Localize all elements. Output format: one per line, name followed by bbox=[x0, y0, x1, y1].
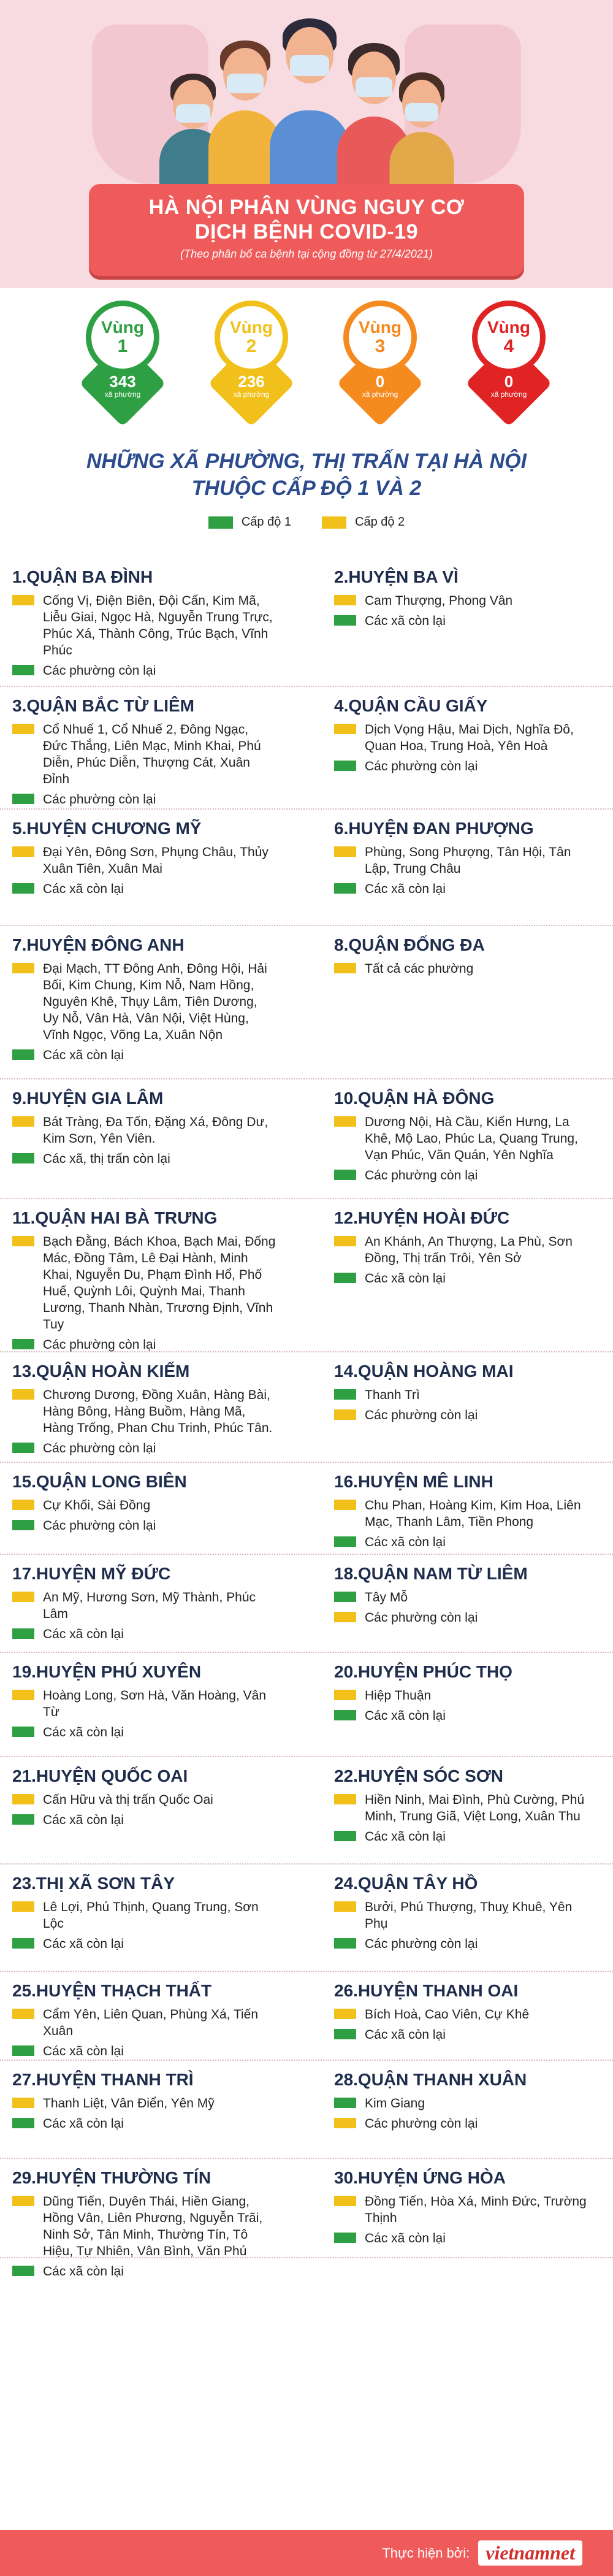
zone-badges bbox=[55, 301, 558, 429]
main-title: HÀ NỘI PHÂN VÙNG NGUY CƠ DỊCH BỆNH COVID-19 bbox=[148, 196, 465, 243]
ward-list: Cự Khối, Sài Đồng bbox=[43, 1498, 151, 1512]
level-swatch bbox=[12, 846, 34, 857]
district-name: 6.HUYỆN ĐAN PHƯỢNG bbox=[334, 819, 534, 838]
district-row bbox=[0, 810, 613, 926]
district-name: 3.QUẬN BẮC TỪ LIÊM bbox=[12, 696, 195, 715]
ward-line bbox=[334, 844, 598, 877]
district-card bbox=[12, 1757, 276, 1832]
district-name: 21.HUYỆN QUỐC OAI bbox=[12, 1766, 188, 1785]
level-swatch bbox=[12, 883, 34, 894]
district-row bbox=[0, 1079, 613, 1199]
level-swatch bbox=[12, 1339, 34, 1349]
ward-line bbox=[334, 881, 598, 897]
district-name: 13.QUẬN HOÀN KIẾM bbox=[12, 1362, 190, 1381]
zone-label: Vùng bbox=[359, 318, 402, 337]
ward-line bbox=[334, 1270, 598, 1287]
ward-list: Các phường còn lại bbox=[43, 1338, 156, 1352]
ward-list: Bưởi, Phú Thượng, Thuỵ Khuê, Yên Phụ bbox=[365, 1900, 573, 1931]
ward-list: Kim Giang bbox=[365, 2096, 425, 2110]
zone-ring bbox=[343, 301, 417, 374]
ward-line bbox=[334, 2193, 598, 2226]
level-swatch bbox=[12, 2009, 34, 2019]
level-swatch bbox=[334, 2233, 356, 2243]
zone-label: Vùng bbox=[101, 318, 144, 337]
ward-line bbox=[12, 1114, 276, 1147]
ward-list: Đại Mạch, TT Đông Anh, Đông Hội, Hải Bối, Kim Chung, Kim Nỗ, Nam Hồng, Nguyên Khê, Thụy Lâm, Tiên Dương, Uy Nỗ, Vân Hà, Vân Nội, Việt Hùng, Vĩnh Ngọc, Võng La, Xuân Nộn bbox=[43, 962, 267, 1042]
level-swatch bbox=[334, 1389, 356, 1400]
ward-line bbox=[12, 1047, 276, 1064]
level-swatch bbox=[334, 883, 356, 894]
ward-list: Các xã còn lại bbox=[43, 1725, 124, 1739]
district-name: 7.HUYỆN ĐÔNG ANH bbox=[12, 935, 185, 954]
ward-line bbox=[12, 2043, 276, 2060]
ward-line bbox=[12, 1626, 276, 1643]
district-row bbox=[0, 1352, 613, 1463]
zone-badge-4 bbox=[466, 301, 552, 423]
level-swatch bbox=[334, 963, 356, 973]
district-name: 1.QUẬN BA ĐÌNH bbox=[12, 567, 153, 586]
level-swatch bbox=[12, 2118, 34, 2128]
ward-list: Thanh Trì bbox=[365, 1388, 420, 1402]
ward-list: Chương Dương, Đồng Xuân, Hàng Bài, Hàng Bông, Hàng Buồm, Hàng Mã, Hàng Trống, Phan Chu Trinh, Phúc Tân. bbox=[43, 1388, 273, 1435]
ward-line bbox=[334, 1387, 598, 1403]
ward-list: Cẩm Yên, Liên Quan, Phùng Xá, Tiến Xuân bbox=[43, 2007, 259, 2038]
district-card bbox=[334, 1199, 598, 1290]
district-card bbox=[334, 810, 598, 901]
ward-line bbox=[334, 1233, 598, 1267]
district-card bbox=[334, 1555, 598, 1630]
district-name: 29.HUYỆN THƯỜNG TÍN bbox=[12, 2168, 211, 2187]
ward-line bbox=[12, 1387, 276, 1436]
ward-line bbox=[12, 881, 276, 897]
ward-line bbox=[12, 1440, 276, 1457]
zone-label: Vùng bbox=[230, 318, 273, 337]
district-name: 5.HUYỆN CHƯƠNG MỸ bbox=[12, 819, 202, 838]
person-figure bbox=[389, 61, 454, 202]
zone-count bbox=[80, 373, 166, 399]
district-name: 22.HUYỆN SÓC SƠN bbox=[334, 1766, 503, 1785]
level-swatch bbox=[334, 2196, 356, 2206]
district-name: 10.QUẬN HÀ ĐÔNG bbox=[334, 1089, 495, 1108]
vietnamnet-logo: vietnamnet bbox=[478, 2540, 582, 2566]
ward-list: Thanh Liệt, Vân Điển, Yên Mỹ bbox=[43, 2096, 215, 2110]
level-swatch bbox=[12, 1236, 34, 1246]
district-name: 27.HUYỆN THANH TRÌ bbox=[12, 2070, 194, 2089]
ward-line bbox=[12, 2263, 276, 2280]
district-name: 30.HUYỆN ỨNG HÒA bbox=[334, 2168, 506, 2187]
level-swatch bbox=[12, 2098, 34, 2108]
ward-line bbox=[334, 1708, 598, 1724]
ward-line bbox=[12, 2095, 276, 2112]
ward-line bbox=[334, 1792, 598, 1825]
district-name: 26.HUYỆN THANH OAI bbox=[334, 1981, 519, 2000]
ward-list: Tất cả các phường bbox=[365, 962, 474, 976]
ward-list: Các phường còn lại bbox=[365, 759, 478, 773]
ward-line bbox=[334, 1936, 598, 1952]
ward-list: Đồng Tiến, Hòa Xá, Minh Đức, Trường Thịnh bbox=[365, 2195, 587, 2225]
level-swatch bbox=[12, 1628, 34, 1639]
level-swatch bbox=[334, 1170, 356, 1180]
level-swatch bbox=[334, 1690, 356, 1700]
ward-list: Hoàng Long, Sơn Hà, Văn Hoàng, Vân Từ bbox=[43, 1689, 267, 1719]
ward-list: Các xã còn lại bbox=[365, 1271, 446, 1286]
district-card bbox=[12, 1199, 276, 1357]
section-title: NHỮNG XÃ PHƯỜNG, THỊ TRẤN TẠI HÀ NỘI THUỘC CẤP ĐỘ 1 VÀ 2 bbox=[86, 450, 527, 500]
district-row bbox=[0, 1199, 613, 1352]
ward-line bbox=[12, 1936, 276, 1952]
ward-list: Các xã còn lại bbox=[365, 614, 446, 628]
level-swatch bbox=[12, 1520, 34, 1530]
ward-line bbox=[334, 2115, 598, 2132]
district-card bbox=[12, 1463, 276, 1538]
level-swatch bbox=[12, 2045, 34, 2056]
ward-list: Các phường còn lại bbox=[43, 664, 156, 678]
district-card bbox=[334, 687, 598, 778]
district-card bbox=[334, 926, 598, 981]
zone-count bbox=[466, 373, 552, 399]
district-card bbox=[334, 1865, 598, 1956]
ward-line bbox=[334, 1407, 598, 1424]
zone-count-unit: xã phường bbox=[233, 390, 270, 399]
legend-item-level-1: Cấp độ 1 bbox=[208, 515, 291, 529]
ward-list: Các phường còn lại bbox=[43, 792, 156, 807]
ward-list: Các xã còn lại bbox=[43, 1937, 124, 1951]
ward-line bbox=[12, 662, 276, 679]
zone-number: 3 bbox=[375, 336, 386, 356]
level-swatch bbox=[12, 2266, 34, 2276]
ward-line bbox=[334, 592, 598, 609]
credit-label: Thực hiện bởi: bbox=[382, 2545, 470, 2561]
ward-list: Các xã còn lại bbox=[43, 2264, 124, 2279]
level-swatch bbox=[334, 1236, 356, 1246]
district-name: 15.QUẬN LONG BIÊN bbox=[12, 1472, 187, 1491]
ward-line bbox=[334, 1828, 598, 1845]
ward-line bbox=[12, 1812, 276, 1828]
ward-line bbox=[12, 1233, 276, 1333]
ward-list: Chu Phan, Hoàng Kim, Kim Hoa, Liên Mạc, Thanh Lâm, Tiền Phong bbox=[365, 1498, 581, 1529]
ward-line bbox=[334, 2095, 598, 2112]
district-grid bbox=[0, 558, 613, 2279]
district-name: 23.THỊ XÃ SƠN TÂY bbox=[12, 1874, 175, 1893]
ward-list: An Khánh, An Thượng, La Phù, Sơn Đồng, Thị trấn Trôi, Yên Sở bbox=[365, 1235, 573, 1265]
district-row bbox=[0, 1555, 613, 1653]
ward-list: Phùng, Song Phượng, Tân Hội, Tân Lập, Trung Châu bbox=[365, 845, 571, 876]
district-card bbox=[12, 558, 276, 683]
ward-line bbox=[334, 1534, 598, 1551]
district-row bbox=[0, 2159, 613, 2279]
zone-count-unit: xã phường bbox=[362, 390, 398, 399]
ward-list: Cam Thượng, Phong Vân bbox=[365, 594, 513, 608]
ward-list: Các xã còn lại bbox=[43, 2117, 124, 2131]
ward-list: Các xã còn lại bbox=[365, 1709, 446, 1723]
ward-list: Lê Lợi, Phú Thịnh, Quang Trung, Sơn Lộc bbox=[43, 1900, 259, 1931]
district-name: 2.HUYỆN BA VÌ bbox=[334, 567, 459, 586]
zone-count-value: 0 bbox=[375, 372, 385, 391]
subtitle: (Theo phân bố ca bệnh tại cộng đồng từ 27/4/2021) bbox=[180, 248, 433, 260]
district-row bbox=[0, 1972, 613, 2061]
ward-list: Các xã còn lại bbox=[365, 2231, 446, 2245]
level-swatch bbox=[12, 724, 34, 734]
district-row bbox=[0, 687, 613, 810]
district-name: 14.QUẬN HOÀNG MAI bbox=[334, 1362, 514, 1381]
ward-line bbox=[334, 1167, 598, 1184]
legend-item-level-2: Cấp độ 2 bbox=[322, 515, 405, 529]
ward-line bbox=[12, 1792, 276, 1808]
level-swatch bbox=[12, 595, 34, 605]
zone-number: 4 bbox=[503, 336, 514, 356]
district-card bbox=[334, 1079, 598, 1187]
ward-list: Hiệp Thuận bbox=[365, 1689, 432, 1703]
legend-swatch-green bbox=[208, 516, 233, 529]
district-name: 20.HUYỆN PHÚC THỌ bbox=[334, 1662, 512, 1681]
district-name: 24.QUẬN TÂY HỒ bbox=[334, 1874, 478, 1893]
ward-line bbox=[12, 1151, 276, 1167]
ward-list: Các phường còn lại bbox=[365, 1408, 478, 1422]
district-name: 12.HUYỆN HOÀI ĐỨC bbox=[334, 1208, 510, 1227]
ward-line bbox=[334, 2026, 598, 2043]
ward-list: Bạch Đằng, Bách Khoa, Bạch Mai, Đống Mác, Đồng Tâm, Lê Đại Hành, Minh Khai, Nguyễn Du, Phạm Đình Hổ, Phố Huế, Quỳnh Lôi, Quỳnh Mai, Thanh Lương, Thanh Nhàn, Trương Định, Vĩnh Tuy bbox=[43, 1235, 276, 1332]
level-swatch bbox=[12, 1901, 34, 1912]
level-swatch bbox=[12, 963, 34, 973]
zone-count bbox=[208, 373, 294, 399]
ward-line bbox=[12, 1899, 276, 1932]
district-row bbox=[0, 1865, 613, 1972]
district-row bbox=[0, 2061, 613, 2159]
level-swatch bbox=[334, 1831, 356, 1841]
district-row bbox=[0, 1463, 613, 1555]
zone-count-value: 236 bbox=[238, 372, 265, 391]
ward-line bbox=[12, 2193, 276, 2260]
level-swatch bbox=[334, 1536, 356, 1547]
title-banner bbox=[89, 184, 524, 276]
zone-badge-1 bbox=[80, 301, 166, 423]
district-row bbox=[0, 1757, 613, 1865]
ward-line bbox=[334, 721, 598, 754]
level-swatch bbox=[334, 1710, 356, 1720]
district-name: 9.HUYỆN GIA LÂM bbox=[12, 1089, 164, 1108]
ward-line bbox=[334, 613, 598, 629]
district-name: 19.HUYỆN PHÚ XUYÊN bbox=[12, 1662, 202, 1681]
ward-list: Hiền Ninh, Mai Đình, Phù Cường, Phú Minh, Trung Giã, Việt Long, Xuân Thu bbox=[365, 1793, 585, 1823]
ward-list: Các phường còn lại bbox=[365, 2117, 478, 2131]
level-swatch bbox=[12, 1389, 34, 1400]
district-row bbox=[0, 558, 613, 687]
ward-list: Các phường còn lại bbox=[365, 1168, 478, 1183]
level-swatch bbox=[334, 2029, 356, 2039]
level-swatch bbox=[334, 846, 356, 857]
zone-count-value: 343 bbox=[109, 372, 136, 391]
level-swatch bbox=[334, 1938, 356, 1949]
district-name: 28.QUẬN THANH XUÂN bbox=[334, 2070, 527, 2089]
district-card bbox=[12, 1653, 276, 1744]
level-swatch bbox=[12, 1814, 34, 1825]
ward-list: Các xã còn lại bbox=[43, 1048, 124, 1062]
level-swatch bbox=[334, 1273, 356, 1283]
ward-list: Các xã còn lại bbox=[365, 2028, 446, 2042]
ward-line bbox=[12, 960, 276, 1043]
level-swatch bbox=[12, 1153, 34, 1163]
district-card bbox=[12, 926, 276, 1067]
level-swatch bbox=[334, 1612, 356, 1622]
ward-line bbox=[12, 1724, 276, 1741]
level-swatch bbox=[12, 1938, 34, 1949]
ward-list: Đại Yên, Đông Sơn, Phụng Châu, Thủy Xuân Tiên, Xuân Mai bbox=[43, 845, 268, 876]
ward-line bbox=[334, 1609, 598, 1626]
level-swatch bbox=[334, 724, 356, 734]
zone-badge-3 bbox=[337, 301, 423, 423]
district-card bbox=[12, 1865, 276, 1956]
ward-list: Dịch Vọng Hậu, Mai Dịch, Nghĩa Đô, Quan Hoa, Trung Hoà, Yên Hoà bbox=[365, 723, 574, 753]
hero-header bbox=[0, 0, 613, 288]
ward-list: Cống Vị, Điện Biên, Đội Cấn, Kim Mã, Liễu Giai, Ngọc Hà, Nguyễn Trung Trực, Phúc Xá, Thành Công, Trúc Bạch, Vĩnh Phúc bbox=[43, 594, 273, 657]
ward-list: An Mỹ, Hương Sơn, Mỹ Thành, Phúc Lâm bbox=[43, 1590, 256, 1621]
ward-list: Các phường còn lại bbox=[365, 1937, 478, 1951]
ward-line bbox=[12, 2115, 276, 2132]
district-name: 8.QUẬN ĐỐNG ĐA bbox=[334, 935, 485, 954]
level-swatch bbox=[12, 1592, 34, 1602]
district-row bbox=[0, 926, 613, 1079]
district-card bbox=[12, 1352, 276, 1460]
ward-list: Các xã còn lại bbox=[365, 1830, 446, 1844]
level-swatch bbox=[334, 1901, 356, 1912]
district-card bbox=[334, 1352, 598, 1427]
ward-line bbox=[334, 1589, 598, 1606]
ward-list: Các phường còn lại bbox=[43, 1441, 156, 1455]
district-card bbox=[12, 1972, 276, 2063]
legend bbox=[0, 515, 613, 529]
level-swatch bbox=[12, 1049, 34, 1060]
district-row bbox=[0, 1653, 613, 1757]
district-card bbox=[12, 1555, 276, 1646]
district-card bbox=[334, 1757, 598, 1849]
ward-list: Các xã còn lại bbox=[43, 1813, 124, 1827]
ward-line bbox=[334, 2230, 598, 2247]
ward-list: Các xã còn lại bbox=[43, 1627, 124, 1641]
district-card bbox=[12, 810, 276, 901]
district-card bbox=[334, 1653, 598, 1728]
level-swatch bbox=[334, 1592, 356, 1602]
level-swatch bbox=[334, 615, 356, 626]
ward-line bbox=[334, 1899, 598, 1932]
ward-list: Các xã còn lại bbox=[43, 2044, 124, 2058]
ward-line bbox=[12, 1497, 276, 1514]
level-swatch bbox=[12, 1500, 34, 1510]
ward-list: Các xã, thị trấn còn lại bbox=[43, 1152, 170, 1166]
level-swatch bbox=[12, 1443, 34, 1453]
ward-line bbox=[12, 1589, 276, 1622]
ward-line bbox=[334, 960, 598, 977]
level-swatch bbox=[12, 794, 34, 804]
district-name: 4.QUẬN CẦU GIẤY bbox=[334, 696, 488, 715]
ward-line bbox=[12, 1687, 276, 1720]
district-card bbox=[334, 2159, 598, 2250]
district-name: 16.HUYỆN MÊ LINH bbox=[334, 1472, 493, 1491]
ward-list: Bát Tràng, Đa Tốn, Đặng Xá, Đông Dư, Kim Sơn, Yên Viên. bbox=[43, 1115, 268, 1146]
district-name: 17.HUYỆN MỸ ĐỨC bbox=[12, 1564, 171, 1583]
ward-line bbox=[12, 592, 276, 659]
ward-list: Cổ Nhuế 1, Cổ Nhuế 2, Đông Ngạc, Đức Thắng, Liên Mạc, Minh Khai, Phú Diễn, Phúc Diễn, Thượng Cát, Xuân Đỉnh bbox=[43, 723, 261, 786]
level-swatch bbox=[12, 1116, 34, 1127]
district-card bbox=[12, 2159, 276, 2283]
zone-number: 2 bbox=[246, 336, 257, 356]
ward-line bbox=[12, 721, 276, 788]
zone-ring bbox=[86, 301, 159, 374]
zone-count-value: 0 bbox=[504, 372, 514, 391]
district-card bbox=[334, 1463, 598, 1554]
ward-line bbox=[334, 1687, 598, 1704]
district-name: 25.HUYỆN THẠCH THẤT bbox=[12, 1981, 212, 2000]
legend-swatch-yellow bbox=[322, 516, 346, 529]
level-swatch bbox=[12, 1794, 34, 1804]
district-card bbox=[12, 2061, 276, 2136]
ward-list: Tây Mỗ bbox=[365, 1590, 408, 1604]
people-illustration bbox=[159, 18, 454, 202]
level-swatch bbox=[334, 1794, 356, 1804]
zone-label: Vùng bbox=[487, 318, 530, 337]
district-card bbox=[12, 1079, 276, 1171]
ward-line bbox=[12, 2006, 276, 2039]
ward-list: Dũng Tiến, Duyên Thái, Hiền Giang, Hồng Vân, Liên Phương, Nguyễn Trãi, Ninh Sở, Tân Minh, Thường Tín, Tô Hiệu, Tự Nhiên, Vân Bình, Văn Phú bbox=[43, 2195, 263, 2258]
footer bbox=[0, 2530, 613, 2576]
ward-list: Các phường còn lại bbox=[365, 1611, 478, 1625]
zone-number: 1 bbox=[117, 336, 128, 356]
level-swatch bbox=[12, 665, 34, 675]
level-swatch bbox=[334, 1116, 356, 1127]
zone-ring bbox=[215, 301, 288, 374]
level-swatch bbox=[334, 2098, 356, 2108]
level-swatch bbox=[334, 1500, 356, 1510]
level-swatch bbox=[12, 2196, 34, 2206]
ward-list: Bích Hoà, Cao Viên, Cự Khê bbox=[365, 2007, 530, 2022]
district-name: 11.QUẬN HAI BÀ TRƯNG bbox=[12, 1208, 218, 1227]
zone-ring bbox=[472, 301, 546, 374]
district-card bbox=[334, 558, 598, 633]
level-swatch bbox=[334, 761, 356, 771]
zone-count-unit: xã phường bbox=[490, 390, 527, 399]
district-card bbox=[334, 2061, 598, 2136]
ward-line bbox=[334, 2006, 598, 2023]
ward-list: Các xã còn lại bbox=[43, 882, 124, 896]
level-swatch bbox=[334, 595, 356, 605]
zone-badge-2 bbox=[208, 301, 294, 423]
ward-list: Các xã còn lại bbox=[365, 882, 446, 896]
level-swatch bbox=[12, 1690, 34, 1700]
level-swatch bbox=[334, 2118, 356, 2128]
district-card bbox=[334, 1972, 598, 2047]
ward-line bbox=[12, 1336, 276, 1353]
level-swatch bbox=[334, 1409, 356, 1420]
ward-list: Các xã còn lại bbox=[365, 1535, 446, 1549]
ward-line bbox=[12, 791, 276, 808]
ward-line bbox=[12, 1517, 276, 1534]
district-name: 18.QUẬN NAM TỪ LIÊM bbox=[334, 1564, 528, 1583]
district-card bbox=[12, 687, 276, 811]
level-swatch bbox=[12, 1727, 34, 1737]
ward-line bbox=[334, 1114, 598, 1163]
ward-line bbox=[12, 844, 276, 877]
ward-list: Các phường còn lại bbox=[43, 1519, 156, 1533]
zone-count bbox=[337, 373, 423, 399]
level-swatch bbox=[334, 2009, 356, 2019]
ward-line bbox=[334, 758, 598, 775]
zone-count-unit: xã phường bbox=[104, 390, 141, 399]
ward-list: Cấn Hữu và thị trấn Quốc Oai bbox=[43, 1793, 213, 1807]
ward-line bbox=[334, 1497, 598, 1530]
ward-list: Dương Nội, Hà Cầu, Kiến Hưng, La Khê, Mộ Lao, Phúc La, Quang Trung, Vạn Phúc, Văn Quán, Yên Nghĩa bbox=[365, 1115, 578, 1162]
